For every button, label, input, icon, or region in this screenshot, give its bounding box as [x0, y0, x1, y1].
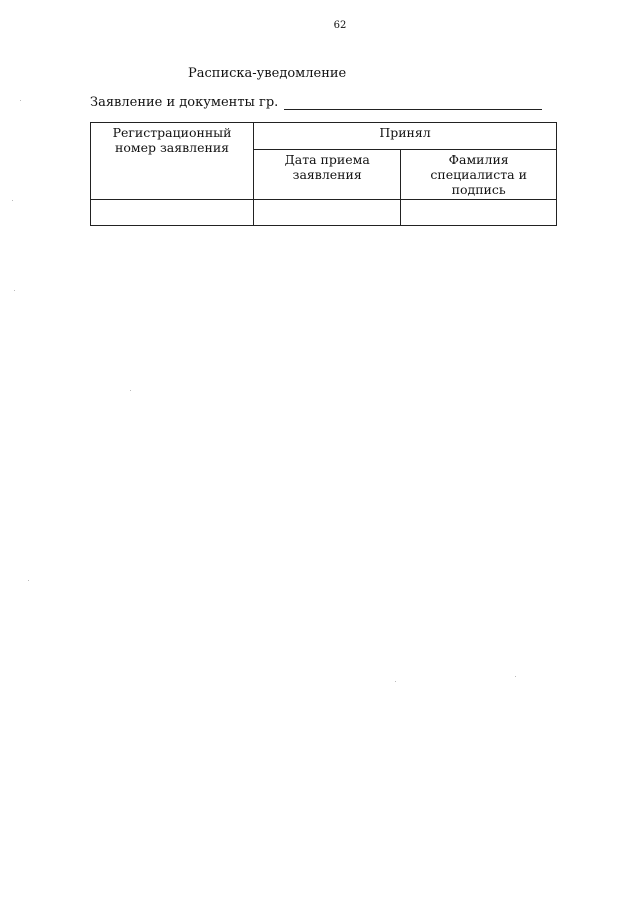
scan-speck: [515, 676, 516, 677]
page-number: 62: [333, 20, 347, 31]
cell-specialist: [401, 200, 557, 226]
scan-speck: [28, 580, 29, 581]
header-date-received: Дата приема заявления: [254, 150, 401, 200]
statement-line: [90, 95, 542, 110]
applicant-name-blank: [284, 97, 542, 110]
table-row: [91, 200, 557, 226]
document-title: Расписка-уведомление: [188, 66, 347, 81]
cell-date-received: [254, 200, 401, 226]
statement-prefix: Заявление и документы гр.: [90, 95, 279, 110]
header-accepted: Принял: [254, 123, 557, 150]
header-specialist: Фамилия специалиста и подпись: [401, 150, 557, 200]
header-registration-number: Регистрационный номер заявления: [91, 123, 254, 200]
scan-speck: [130, 390, 131, 391]
scan-speck: [20, 100, 21, 101]
receipt-table: [90, 122, 557, 226]
table-header-row: [91, 123, 557, 150]
scan-speck: [14, 290, 15, 291]
scan-speck: [12, 200, 13, 201]
scan-speck: [395, 681, 396, 682]
cell-registration-number: [91, 200, 254, 226]
